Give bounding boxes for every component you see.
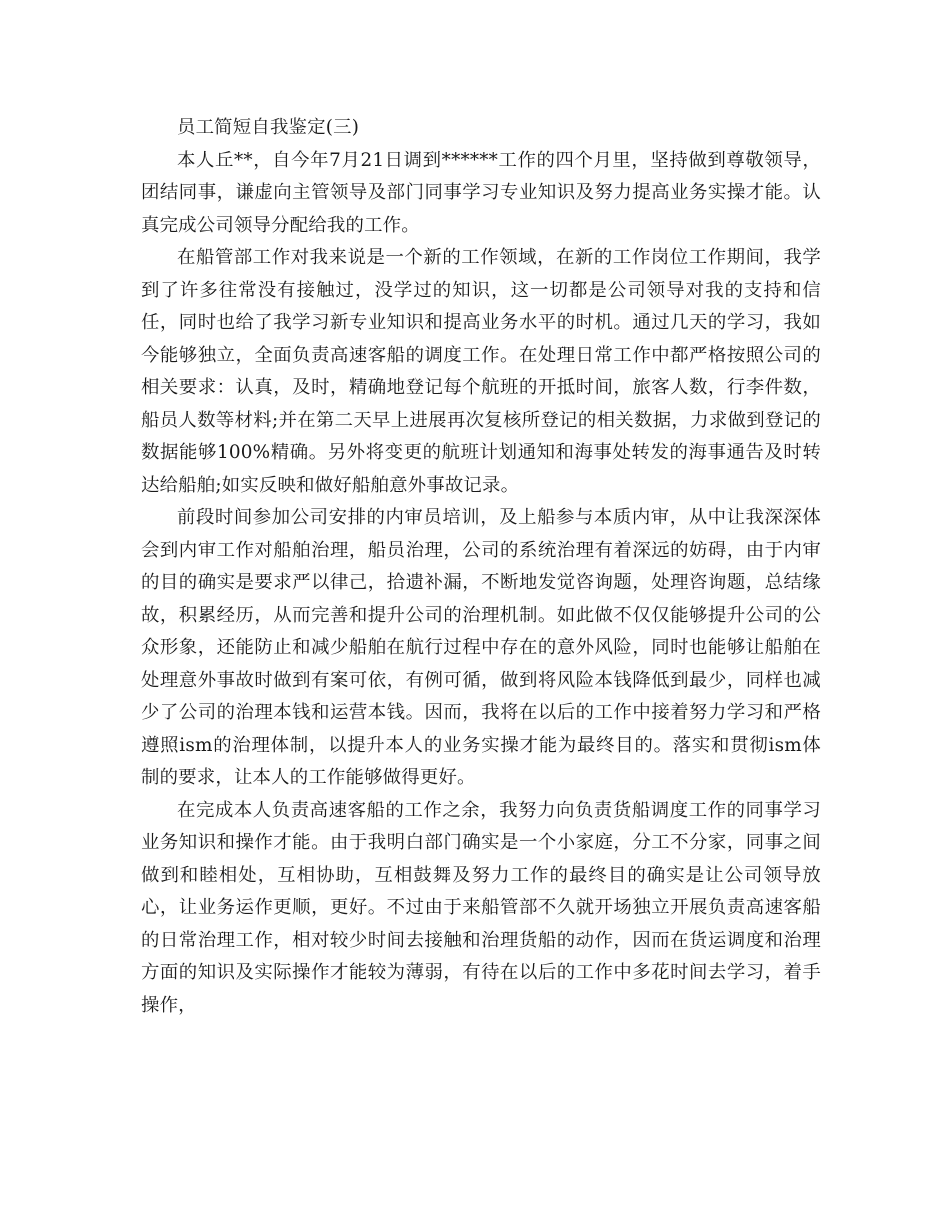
document-title: 员工简短自我鉴定(三): [177, 117, 360, 138]
paragraph-4: 在完成本人负责高速客船的工作之余，我努力向负责货船调度工作的同事学习业务知识和操作才能。由于我明白部门确实是一个小家庭，分工不分家，同事之间做到和睦相处，互相协助，互相鼓舞及努力工作的最终目的确实是让公司领导放心，让业务运作更顺，更好。不过由于来船管部不久就开场独立开展负责高速客船的日常治理工作，相对较少时间去接触和治理货船的动作，因而在货运调度和治理方面的知识及实际操作才能较为薄弱，有待在以后的工作中多花时间去学习，着手操作，: [141, 799, 821, 1016]
document-body: [141, 112, 821, 1022]
paragraph-1: 本人丘**，自今年7月21日调到******工作的四个月里，坚持做到尊敬领导，团结同事，谦虚向主管领导及部门同事学习专业知识及努力提高业务实操才能。认真完成公司领导分配给我的工作。: [141, 149, 821, 236]
paragraph-3: 前段时间参加公司安排的内审员培训，及上船参与本质内审，从中让我深深体会到内审工作对船舶治理，船员治理，公司的系统治理有着深远的妨碍，由于内审的目的确实是要求严以律己，拾遗补漏，不断地发觉咨询题，处理咨询题，总结缘故，积累经历，从而完善和提升公司的治理机制。如此做不仅仅能够提升公司的公众形象，还能防止和减少船舶在航行过程中存在的意外风险，同时也能够让船舶在处理意外事故时做到有案可依，有例可循，做到将风险本钱降低到最少，同样也减少了公司的治理本钱和运营本钱。因而，我将在以后的工作中接着努力学习和严格遵照ism的治理体制，以提升本人的业务实操才能为最终目的。落实和贯彻ism体制的要求，让本人的工作能够做得更好。: [141, 507, 821, 788]
paragraph-2: 在船管部工作对我来说是一个新的工作领域，在新的工作岗位工作期间，我学到了许多往常没有接触过，没学过的知识，这一切都是公司领导对我的支持和信任，同时也给了我学习新专业知识和提高业务水平的时机。通过几天的学习，我如今能够独立，全面负责高速客船的调度工作。在处理日常工作中都严格按照公司的相关要求：认真，及时，精确地登记每个航班的开抵时间，旅客人数，行李件数，船员人数等材料;并在第二天早上进展再次复核所登记的相关数据，力求做到登记的数据能够100%精确。另外将变更的航班计划通知和海事处转发的海事通告及时转达给船舶;如实反映和做好船舶意外事故记录。: [141, 247, 821, 496]
